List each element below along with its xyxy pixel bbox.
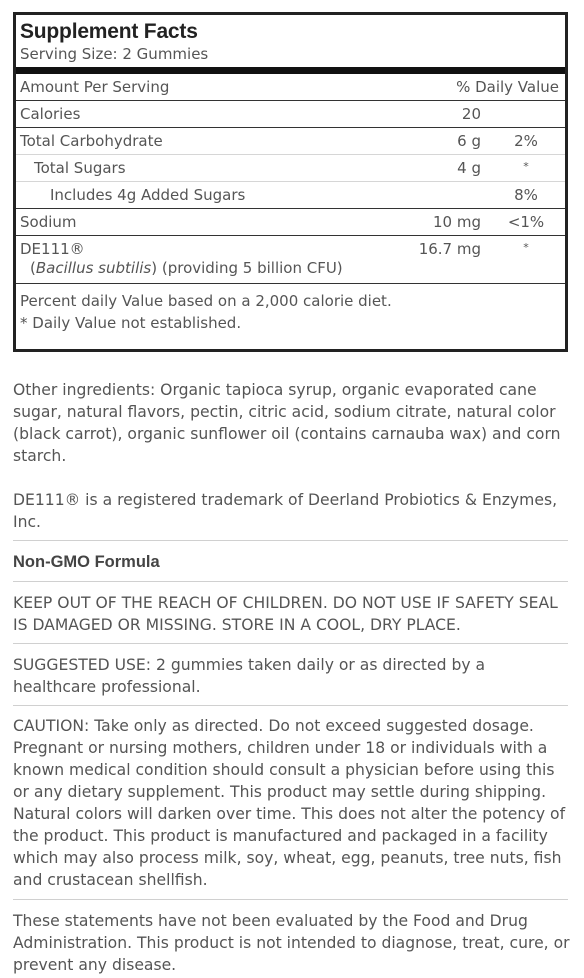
nutrient-amount: 10 mg <box>433 213 481 231</box>
nutrient-amount: 16.7 mg <box>418 240 481 258</box>
supplement-facts-panel <box>13 12 568 352</box>
nutrient-amount: 20 <box>461 105 481 123</box>
facts-column-header <box>16 74 565 101</box>
facts-title: Supplement Facts <box>20 20 198 43</box>
footnote-not-established: * Daily Value not established. <box>20 314 242 332</box>
facts-row-total-carbohydrate <box>16 128 565 155</box>
section-divider <box>13 581 568 582</box>
daily-value-header: % Daily Value <box>456 78 559 96</box>
caution-text: CAUTION: Take only as directed. Do not exceed suggested dosage. Pregnant or nursing mothers, children under 18 or individuals with a known medical condition should consult a physician before using this or any dietary supplement. This product may settle during shipping. Natural colors will darken over time. This does not alter the potency of the product. This product is manufactured and packaged in a facility which may also process milk, soy, wheat, egg, peanuts, tree nuts, fish and crustacean shellfish. <box>13 717 566 889</box>
nutrient-dv: 8% <box>514 186 538 204</box>
facts-footnotes <box>16 284 565 334</box>
nutrient-dv: * <box>523 160 529 173</box>
section-divider <box>13 899 568 900</box>
nutrient-amount: 6 g <box>457 132 481 150</box>
bacillus-subtilis-name: Bacillus subtilis <box>35 259 152 277</box>
section-divider <box>13 643 568 644</box>
section-divider <box>13 705 568 706</box>
serving-size: Serving Size: 2 Gummies <box>20 45 209 63</box>
facts-row-de111 <box>16 236 565 284</box>
non-gmo-heading: Non-GMO Formula <box>13 553 160 571</box>
nutrient-dv: 2% <box>514 132 538 150</box>
nutrient-label: Includes 4g Added Sugars <box>50 186 246 204</box>
facts-row-sodium <box>16 209 565 236</box>
nutrient-dv: <1% <box>507 213 545 231</box>
nutrient-label: Calories <box>20 105 81 123</box>
footnote-daily-value: Percent daily Value based on a 2,000 calorie diet. <box>20 292 392 310</box>
nutrient-label: DE111® <box>20 240 85 258</box>
other-ingredients: Other ingredients: Organic tapioca syrup, organic evaporated cane sugar, natural flavors, pectin, citric acid, sodium citrate, natural color (black carrot), organic sunflower oil (contains carnauba wax) and corn starch. <box>13 381 561 465</box>
nutrient-label: Total Carbohydrate <box>20 132 163 150</box>
facts-row-calories <box>16 101 565 128</box>
thick-divider <box>16 67 565 74</box>
amount-per-serving-label: Amount Per Serving <box>20 78 170 96</box>
sub-open-paren: ( <box>30 259 36 277</box>
nutrient-label: Sodium <box>20 213 77 231</box>
nutrient-amount: 4 g <box>457 159 481 177</box>
facts-header <box>16 15 565 67</box>
trademark-note: DE111® is a registered trademark of Deerland Probiotics & Enzymes, Inc. <box>13 491 558 531</box>
de111-source-line <box>30 259 343 277</box>
facts-row-added-sugars <box>16 182 565 209</box>
fda-disclaimer: These statements have not been evaluated by the Food and Drug Administration. This product is not intended to diagnose, treat, cure, or prevent any disease. <box>13 912 570 974</box>
nutrient-label: Total Sugars <box>34 159 126 177</box>
sub-rest: ) (providing 5 billion CFU) <box>151 259 343 277</box>
section-divider <box>13 540 568 541</box>
suggested-use-text: SUGGESTED USE: 2 gummies taken daily or as directed by a healthcare professional. <box>13 656 486 696</box>
nutrient-dv: * <box>523 241 529 254</box>
facts-row-total-sugars <box>16 155 565 182</box>
warning-text: KEEP OUT OF THE REACH OF CHILDREN. DO NOT USE IF SAFETY SEAL IS DAMAGED OR MISSING. STORE IN A COOL, DRY PLACE. <box>13 594 558 634</box>
